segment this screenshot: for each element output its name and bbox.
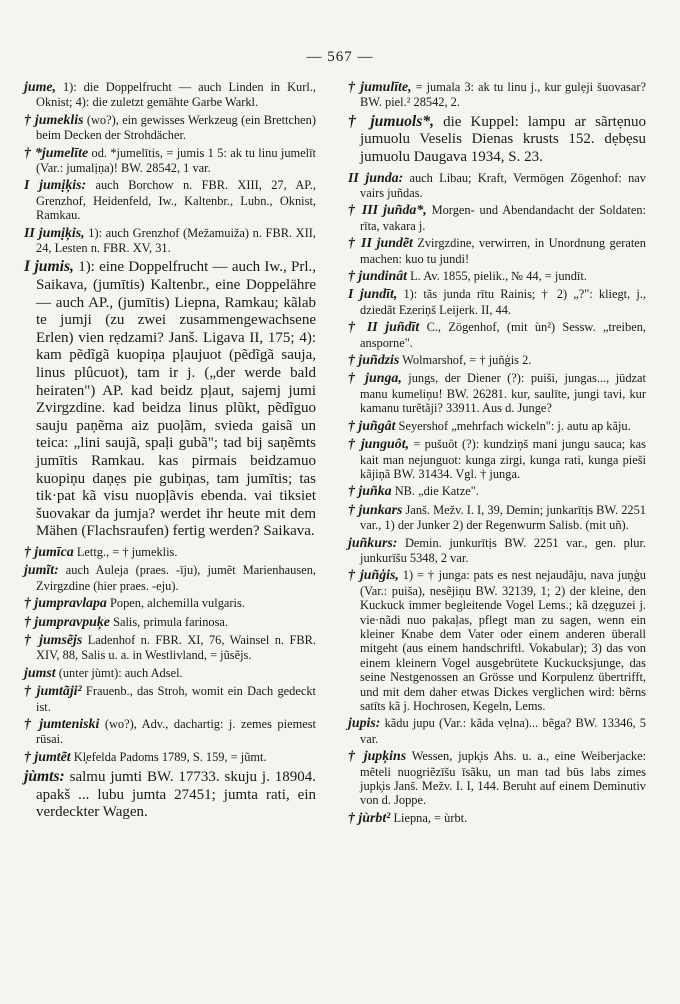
entry-text: Morgen- und Abendandacht der Soldaten: rīta, vakara j.	[360, 203, 646, 233]
entry-text: C., Zögenhof, (mit ùn²) Sessw. „treiben, ansporne".	[360, 320, 646, 350]
page-number: — 567 —	[306, 49, 374, 65]
entry-headword: † II jundẽt	[348, 236, 413, 252]
dictionary-entry	[348, 203, 646, 233]
entry-text: Zvirgzdine, verwirren, in Unordnung geraten machen: kuo tu jundi!	[360, 236, 646, 266]
dictionary-entry	[24, 666, 316, 681]
dictionary-entry	[348, 236, 646, 266]
dictionary-entry	[24, 226, 316, 256]
dictionary-entry	[348, 353, 646, 368]
entry-headword: † jupk̦ins	[348, 749, 407, 765]
dictionary-entry	[24, 545, 316, 560]
entry-text: (wo?), ein gewisses Werkzeug (ein Brettchen) beim Decken der Strohdächer.	[36, 112, 316, 143]
entry-text: jungs, der Diener (?): puiši, jungas..., jūdzat manu kumeliņu! BW. 26281. kur, saulīte, jungi tavi, kur kamanu turẽtãji? 33911. Aus d. Junge?	[360, 371, 646, 416]
entry-headword: † jumuols*,	[348, 112, 435, 130]
entry-text: Demin. junkurītịs BW. 2251 var., gen. plur. junkurīšu 5348, 2 var.	[360, 535, 646, 565]
entry-text: 1): tãs junda rītu Rainis; † 2) „?": kliegt, j., dziedãt Ezeriņš Leijerk. II, 44.	[360, 287, 646, 317]
entry-headword: † jundinât	[348, 269, 407, 285]
entry-headword: jumst	[24, 665, 56, 681]
dictionary-entry	[24, 768, 316, 822]
entry-headword: † junguôt,	[348, 437, 410, 453]
entry-text: Seyershof „mehrfach wickeln": j. autu ap kãju.	[398, 418, 631, 433]
entry-text: auch Borchow n. FBR. XIII, 27, AP., Grenzhof, Heidenfeld, Iw., Kaltenbr., Lubn., Oknist, Ramkau.	[36, 178, 316, 223]
dictionary-entry	[24, 146, 316, 176]
entry-text: (wo?), Adv., dachartig: j. zemes piemest rūsai.	[36, 717, 316, 747]
entry-headword: jume,	[24, 80, 56, 95]
dictionary-entry	[24, 80, 316, 110]
entry-text: Kl̦efelda Padoms 1789, S. 159, = jũmt.	[73, 749, 267, 764]
entry-text: = jumala 3: ak tu linu j., kur gulẹji šuovasar? BW. piel.² 28542, 2.	[360, 80, 646, 110]
entry-headword: † III juñda*,	[348, 203, 427, 219]
dictionary-entry	[348, 371, 646, 415]
entry-text: 1) = † junga: pats es nest nejaudãju, nava juņģu (Var.: puiša), nesẽjiņu BW. 32139, 1; 2) der kleine, den Kuckuck immer begleitende Vogel Lems.; kã dzẹguzei j. vie·nãdi nuo pakaļas, pflegt man zu sagen, wenn ein kleiner Knabe dem Vater oder einem anderen überall mitgeht (aus einem handschriftl. Vokabular); 3) das von einem kleinern Vogel ausgebrütete Kuckucksjunge, das seine Nestgenossen an Grösse und Korpulenz übertrifft, und mit dem daher etwas Dickes verglichen wird: bẽrns satīts kã j. Hochrosen, Kegeln, Lems.	[360, 568, 646, 713]
entry-text: (unter jùmt): auch Adsel.	[58, 665, 183, 680]
entry-text: Liepna, = ùrbt.	[393, 810, 468, 825]
entry-text: auch Auleja (praes. -īju), jumẽt Marienhausen, Zvirgzdine (hier praes. -eju).	[36, 563, 316, 593]
dictionary-entry	[24, 615, 316, 630]
entry-text: Wessen, jupk̦is Ahs. u. a., eine Weiberjacke: mẽteli nuogriẽzīšu īsãku, un man tad būs labs zimes jupk̦is Janš. Mežv. I. I, 144. Beruht auf einem Deminutiv von d. Joppe.	[360, 749, 647, 808]
entry-text: die Kuppel: lampu ar sãrtẹnuo jumuolu Veselis Dienas krusts 152. dẹbẹsu jumuolu Daugava 1934, S. 23.	[360, 113, 646, 165]
entry-headword: † jumpravlapa	[24, 596, 107, 612]
entry-text: Frauenb., das Stroh, womit ein Dach gedeckt ist.	[36, 684, 316, 714]
entry-text: od. *jumelītis, = jumis 1 5: ak tu linu jumelīt (Var.: jumalịṇa)! BW. 28542, 1 var.	[36, 145, 316, 176]
dictionary-entry	[24, 178, 316, 222]
dictionary-entry	[24, 684, 316, 714]
entry-headword: † juñgât	[348, 418, 396, 434]
entry-headword: † jumeklis	[24, 112, 84, 128]
entry-text: salmu jumti BW. 17733. skuju j. 18904. apakš ... lubu jumta 27451; jumta rati, ein verdeckter Wagen.	[36, 769, 316, 821]
dictionary-entry	[348, 287, 646, 317]
entry-text: Ladenhof n. FBR. XI, 76, Wainsel n. FBR. XIV, 88, Salis u. a. in Westlivland, = jũsẽjs.	[36, 633, 316, 663]
dictionary-entry	[348, 811, 646, 826]
entry-headword: † junga,	[348, 371, 402, 387]
entry-text: Wolmarshof, = † juñģis 2.	[402, 353, 532, 368]
entry-text: 1): eine Doppelfrucht — auch Iw., Prl., Saikava, (jumītis) Kaltenbr., eine Doppelähre — auch AP., (jumītis) Liepna, Ramkau; kãlab te jumji (zu zwei zusammengewachsene Erlen) vien rẹdzami? Janš. Ligava II, 175; 4): kam pẽdĩgã kuopiņa pļaujuot (pẽdĩgã sauja, linus plûcuot), tam ir j. („der werde bald heiraten") AP. kad beidz pļaut, sajemj jumi Zvirgzdine. kad beidza linus plũkt, pẽdĩguo sauju paņẽma aiz puoļãm, svieda gaisã un teica: „lini saujã, spaļi gubã"; tad bij saņẽmts jumītis Ramkau. kas pirmais beidzamuo kuopiņu daņẹs pie gubiņas, tam jumītis; tas tik·pat kã visu nuopļãvis ebenda. vai tiksiet šuovakar da jumja? werdet ihr heute mit dem Mähen (Flachsraufen) fertig werden? Saikava.	[36, 259, 317, 540]
entry-headword: II junda:	[348, 170, 404, 186]
entry-headword: † II juñdīt	[348, 320, 420, 336]
dictionary-entry	[348, 80, 646, 110]
entry-headword: juñkurs:	[348, 535, 398, 551]
dictionary-entry	[348, 419, 646, 434]
entry-headword: † jùrbt²	[348, 810, 391, 826]
dictionary-entry	[24, 113, 316, 143]
entry-headword: † jumulīte,	[348, 80, 412, 95]
entry-text: kãdu jupu (Var.: kãda vẹlna)... bẽga? BW. 13346, 5 var.	[360, 716, 646, 746]
entry-text: = pušuôt (?): kundziņš mani jungu sauca; kas kait man nejunguot: kunga zirgi, kunga rati, kunga pieši kãjiņã BW. 31434. Vgl. † junga.	[360, 437, 646, 481]
entry-headword: jùmts:	[24, 768, 65, 786]
dictionary-entry	[348, 536, 646, 566]
dictionary-entry	[24, 258, 316, 541]
dictionary-entry	[348, 749, 646, 808]
entry-text: auch Libau; Kraft, Vermögen Zögenhof: nav vairs juñdas.	[360, 170, 646, 200]
left-column	[24, 80, 316, 826]
dictionary-entry	[348, 568, 646, 713]
entry-headword: jumĩt:	[24, 563, 59, 579]
dictionary-entry	[348, 113, 646, 167]
dictionary-entry	[348, 269, 646, 284]
entry-text: 1): die Doppelfrucht — auch Linden in Kurl., Oknist; 4): die zuletzt gemähte Garbe Warkl.	[36, 80, 316, 110]
entry-text: 1): auch Grenzhof (Mežamuiža) n. FBR. XII, 24, Lesten n. FBR. XV, 31.	[36, 225, 316, 256]
entry-headword: † jumtãji²	[24, 684, 82, 700]
dictionary-entry	[348, 437, 646, 481]
entry-headword: † jumīca	[24, 544, 74, 560]
dictionary-entry	[24, 717, 316, 747]
right-column	[348, 80, 646, 829]
entry-headword: † jumteniski	[24, 717, 100, 733]
dictionary-entry	[24, 596, 316, 611]
dictionary-entry	[24, 563, 316, 593]
entry-headword: † *jumelīte	[24, 145, 89, 161]
entry-headword: † jumsẽjs	[24, 633, 83, 648]
dictionary-entry	[24, 750, 316, 765]
entry-headword: † jumtẽt	[24, 749, 71, 765]
dictionary-entry	[348, 484, 646, 499]
entry-headword: I jundīt,	[348, 287, 398, 303]
dictionary-entry	[348, 716, 646, 746]
entry-text: Janš. Mežv. I. I, 39, Demin; junkarītịs BW. 2251 var., 1) der Junker 2) der Regenwurm Salisb. (mit uñ).	[360, 502, 646, 533]
entry-headword: † juñdzis	[348, 353, 400, 369]
entry-headword: jupis:	[348, 716, 381, 732]
entry-text: Salis, primula farinosa.	[113, 614, 229, 629]
entry-text: L. Av. 1855, pielik., № 44, = jundīt.	[410, 269, 587, 284]
dictionary-entry	[348, 171, 646, 201]
entry-text: Popen, alchemilla vulgaris.	[109, 596, 245, 611]
entry-headword: † juñģis,	[348, 568, 399, 584]
dictionary-entry	[24, 633, 316, 663]
entry-headword: † jumpravpuk̦e	[24, 614, 110, 630]
entry-headword: I jumịk̦is:	[24, 178, 87, 194]
entry-text: NB. „die Katze".	[394, 484, 479, 499]
entry-headword: † juñka	[348, 484, 392, 500]
entry-headword: II jumịk̦is,	[24, 225, 85, 241]
entry-text: Lettg., = † jumeklis.	[76, 544, 178, 559]
entry-headword: I jumis,	[24, 258, 74, 276]
dictionary-entry	[348, 503, 646, 533]
dictionary-entry	[348, 320, 646, 350]
entry-headword: † junkars	[348, 502, 403, 518]
